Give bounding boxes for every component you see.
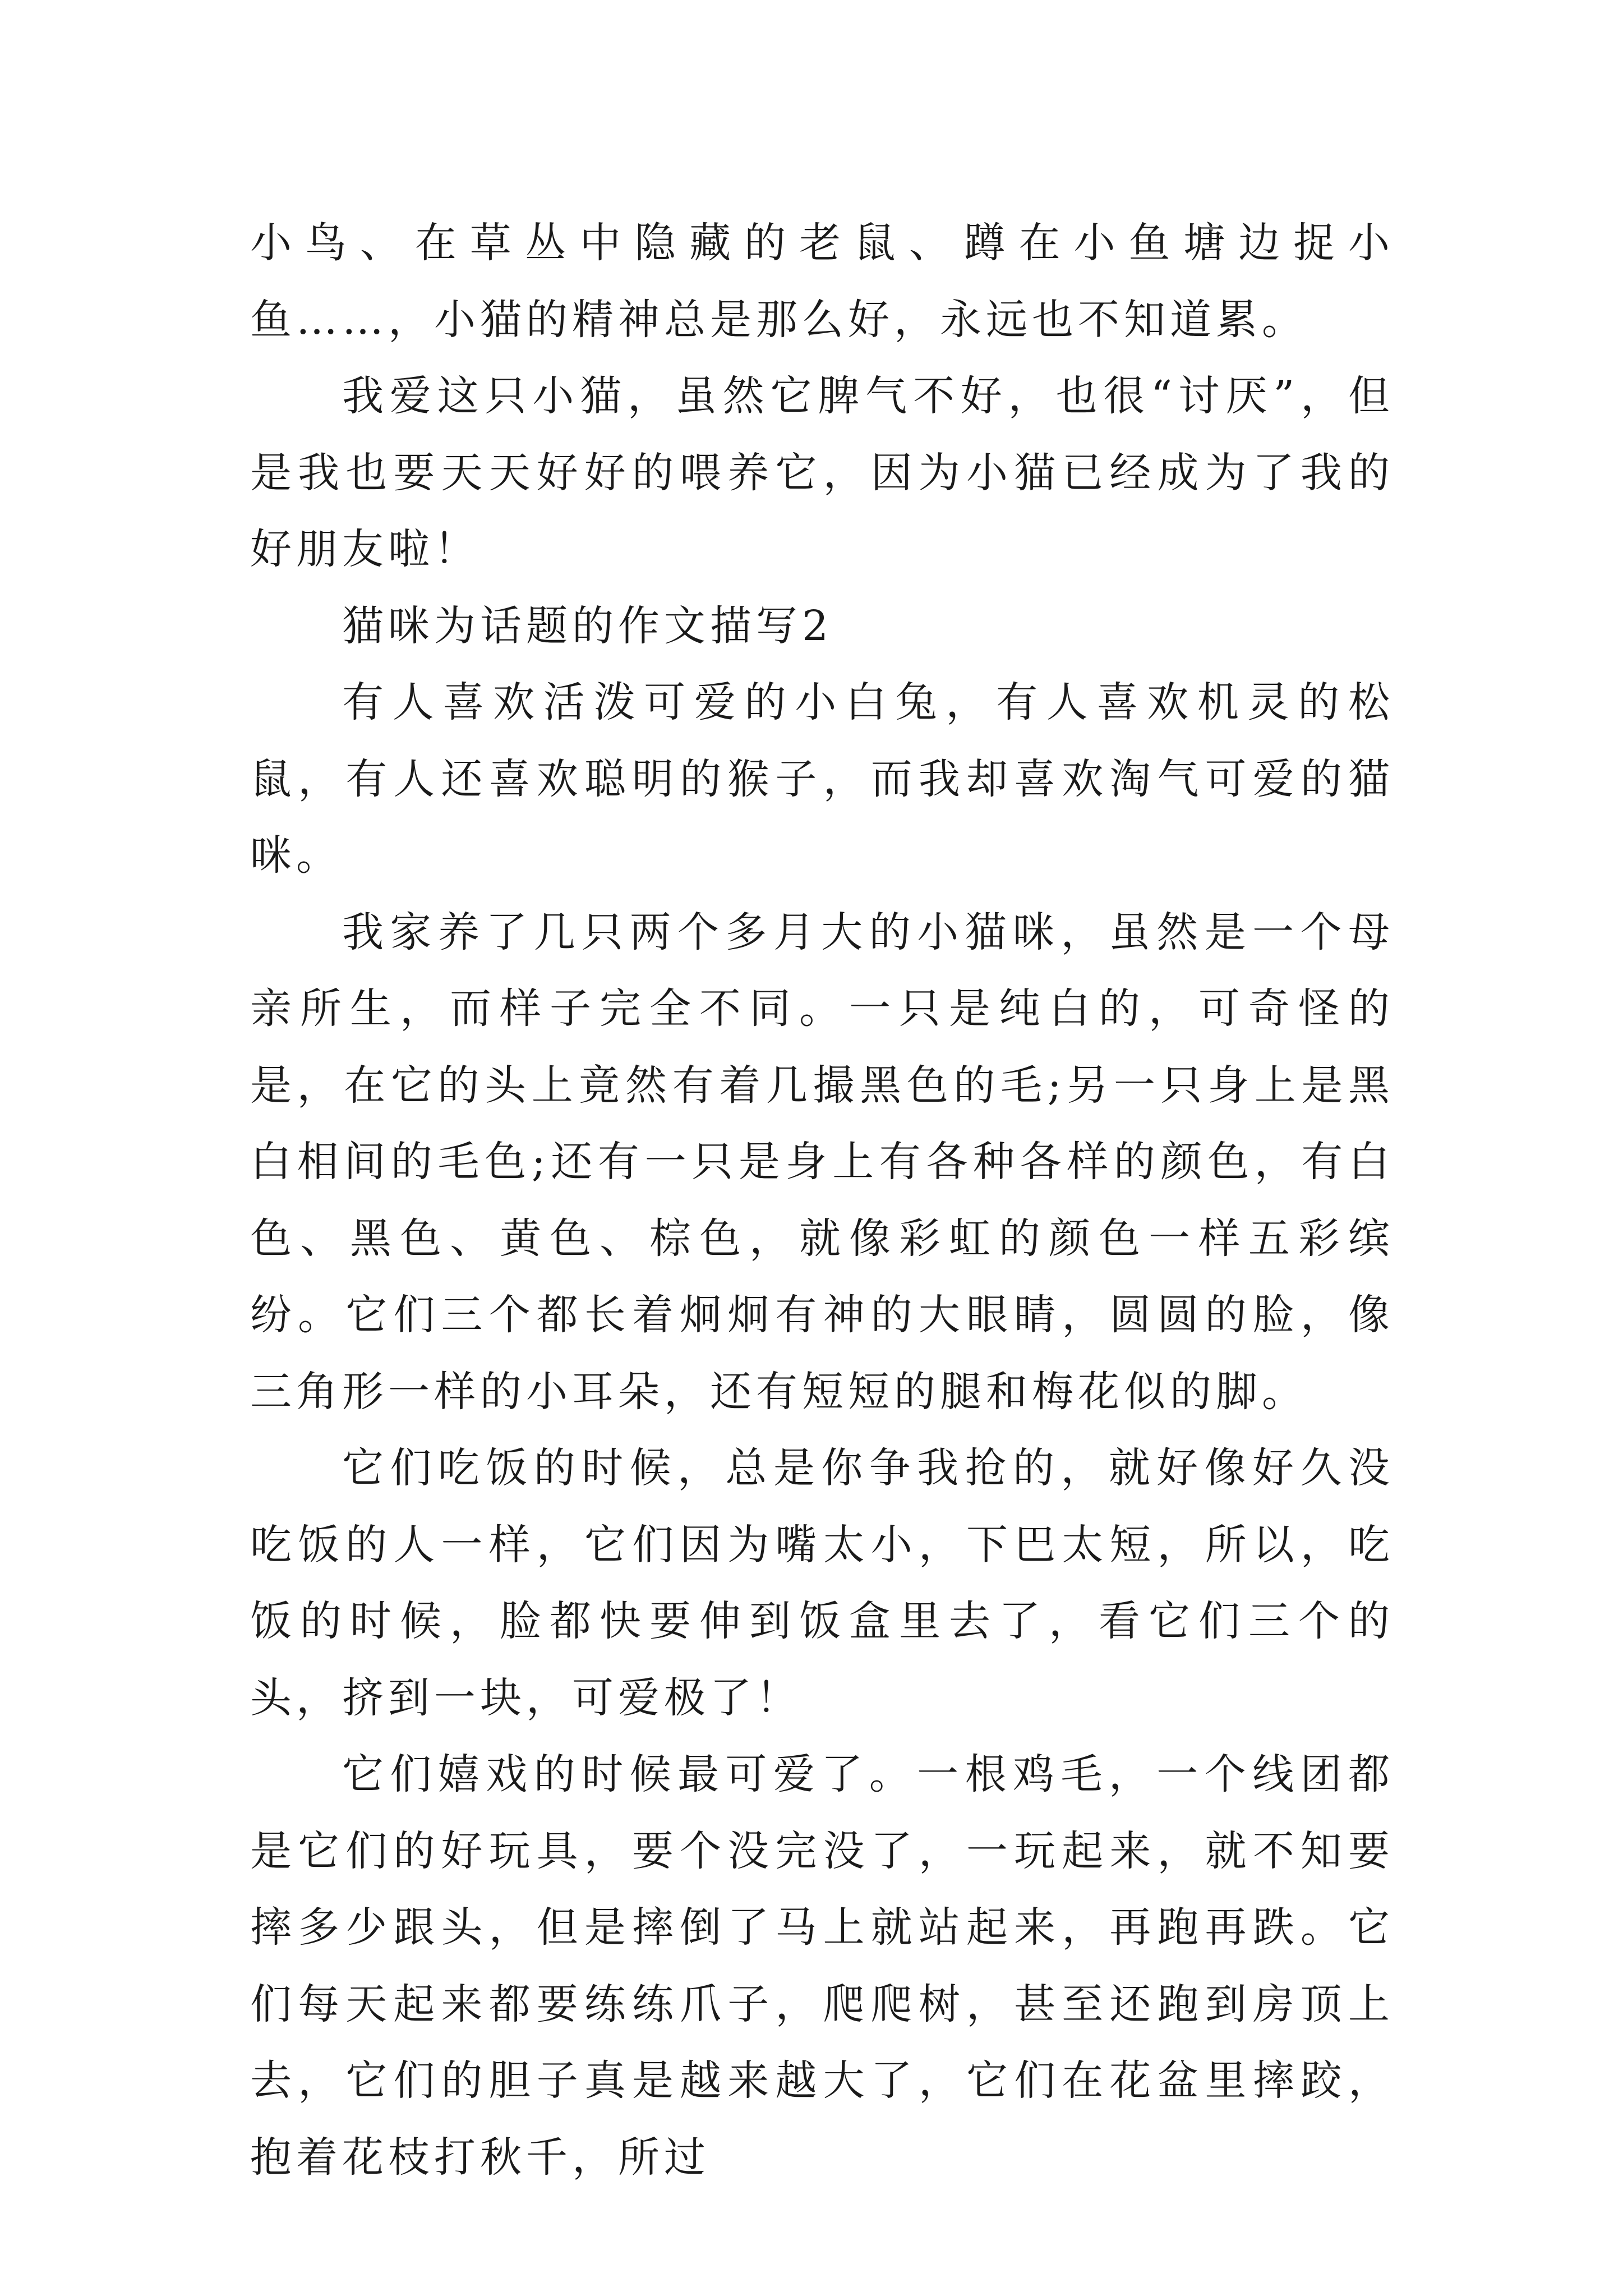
- section-heading: 猫咪为话题的作文描写2: [342, 601, 833, 650]
- paragraph-intro: 有人喜欢活泼可爱的小白兔，有人喜欢机灵的松鼠，有人还喜欢聪明的猴子，而我却喜欢淘气可爱的猫咪。: [250, 678, 1394, 880]
- document-body: [250, 205, 1394, 2196]
- paragraph-appearance: 我家养了几只两个多月大的小猫咪，虽然是一个母亲所生，而样子完全不同。一只是纯白的，可奇怪的是，在它的头上竟然有着几撮黑色的毛;另一只身上是黑白相间的毛色;还有一只是身上有各种各样的颜色，有白色、黑色、黄色、棕色，就像彩虹的颜色一样五彩缤纷。它们三个都长着炯炯有神的大眼睛，圆圆的脸，像三角形一样的小耳朵，还有短短的腿和梅花似的脚。: [250, 908, 1394, 1416]
- paragraph-continued: 小鸟、在草丛中隐藏的老鼠、蹲在小鱼塘边捉小鱼……，小猫的精神总是那么好，永远也不知道累。: [250, 219, 1394, 344]
- paragraph-playing: 它们嬉戏的时候最可爱了。一根鸡毛，一个线团都是它们的好玩具，要个没完没了，一玩起来，就不知要摔多少跟头，但是摔倒了马上就站起来，再跑再跌。它们每天起来都要练练爪子，爬爬树，甚至还跑到房顶上去，它们的胆子真是越来越大了，它们在花盆里摔跤，抱着花枝打秋千，所过: [250, 1750, 1394, 2182]
- paragraph-eating: 它们吃饭的时候，总是你争我抢的，就好像好久没吃饭的人一样，它们因为嘴太小，下巴太短，所以，吃饭的时候，脸都快要伸到饭盒里去了，看它们三个的头，挤到一块，可爱极了！: [250, 1444, 1394, 1722]
- paragraph-love-cat: 我爱这只小猫，虽然它脾气不好，也很“讨厌”，但是我也要天天好好的喂养它，因为小猫已经成为了我的好朋友啦！: [250, 372, 1394, 573]
